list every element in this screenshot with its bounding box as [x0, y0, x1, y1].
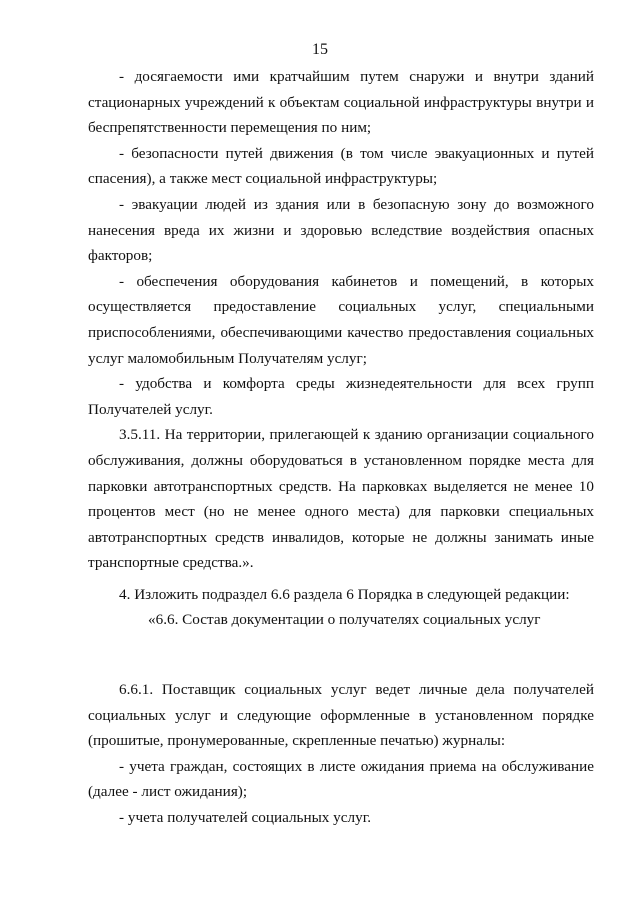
paragraph-3-5-11-parking: 3.5.11. На территории, прилегающей к зданию организации социального обслуживания, должны оборудоваться в установленном порядке места для парковки автотранспортных средств. На парковках выделяется не менее 10 процентов мест (но не менее одного места) для парковки специальных автотранспортных средств инвалидов, которые не должны занимать иные транспортные средства.».	[88, 426, 594, 572]
paragraph-item-4: 4. Изложить подраздел 6.6 раздела 6 Порядка в следующей редакции:	[119, 585, 570, 603]
list-item-recipients: - учета получателей социальных услуг.	[119, 809, 372, 827]
section-heading-6-6: «6.6. Состав документации о получателях социальных услуг	[148, 611, 541, 629]
paragraph-6-6-1: 6.6.1. Поставщик социальных услуг ведет личные дела получателей социальных услуг и следующие оформленные в установленном порядке (прошитые, пронумерованные, скрепленные печатью) журналы:	[88, 681, 594, 750]
document-body	[88, 64, 594, 831]
page-number: 15	[312, 41, 328, 58]
paragraph-path-safety: - безопасности путей движения (в том числе эвакуационных и путей спасения), а также мест социальной инфраструктуры;	[88, 144, 594, 188]
paragraph-reachability: - досягаемости ими кратчайшим путем снаружи и внутри зданий стационарных учреждений к объектам социальной инфраструктуры внутри и беспрепятственности перемещения по ним;	[88, 68, 594, 137]
paragraph-evacuation: - эвакуации людей из здания или в безопасную зону до возможного нанесения вреда их жизни и здоровью вследствие воздействия опасных факторов;	[88, 195, 594, 265]
list-item-waiting-list: - учета граждан, состоящих в листе ожидания приема на обслуживание (далее - лист ожидания);	[88, 757, 594, 801]
paragraph-comfort: - удобства и комфорта среды жизнедеятельности для всех групп Получателей услуг.	[88, 375, 594, 418]
paragraph-equipment: - обеспечения оборудования кабинетов и помещений, в которых осуществляется предоставление социальных услуг, специальными приспособлениями, обеспечивающими качество предоставления социальных услуг маломобильным Получателям услуг;	[88, 272, 594, 367]
